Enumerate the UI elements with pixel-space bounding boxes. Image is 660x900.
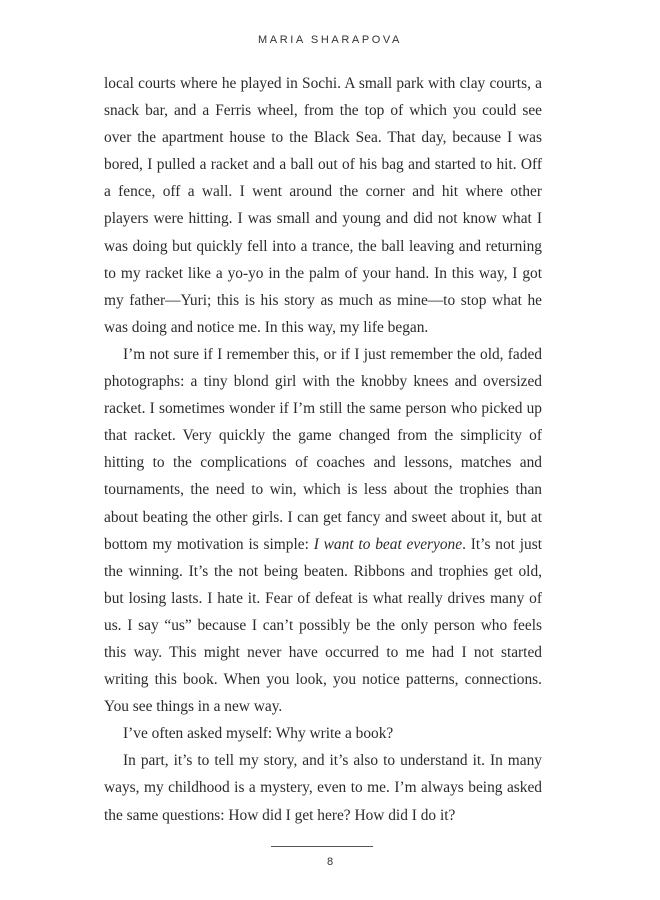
running-head: MARIA SHARAPOVA: [258, 34, 402, 46]
paragraph: I’ve often asked myself: Why write a book?: [123, 725, 394, 743]
paragraph-text: I’m not sure if I remember this, or if I just remember the old, faded photographs: a tiny blond girl with the knobby knees and oversized racket. I sometimes wonder if I’m still the same person who picked up that racket. Very quickly the game changed from the simplicity of hitting to the complications of coaches and lessons, matches and tournaments, the need to win, which is less about the trophies than about beating the other girls. I can get fancy and sweet about it, but at bottom my motivation is simple:: [104, 345, 542, 553]
italic-emphasis: I want to beat everyone: [313, 535, 463, 553]
paragraph-text: . It’s not just the winning. It’s the not being beaten. Ribbons and trophies get old, but losing lasts. I hate it. Fear of defeat is what really drives many of us. I say “us” because I can’t possibly be the only person who feels this way. This might never have occurred to me had I not started writing this book. When you look, you notice patterns, connections. You see things in a new way.: [104, 535, 542, 716]
paragraph: [104, 341, 542, 720]
body-text: [104, 70, 542, 829]
footer-rule: [271, 846, 373, 847]
paragraph: local courts where he played in Sochi. A small park with clay courts, a snack bar, and a Ferris wheel, from the top of which you could see over the apartment house to the Black Sea. That day, because I was bored, I pulled a racket and a ball out of his bag and started to hit. Off a fence, off a wall. I went around the corner and hit where other players were hitting. I was small and young and did not know what I was doing but quickly fell into a trance, the ball leaving and returning to my racket like a yo-yo in the palm of your hand. In this way, I got my father—Yuri; this is his story as much as mine—to stop what he was doing and notice me. In this way, my life began.: [104, 75, 542, 336]
paragraph: In part, it’s to tell my story, and it’s also to understand it. In many ways, my childhood is a mystery, even to me. I’m always being asked the same questions: How did I get here? How did I do it?: [104, 752, 542, 824]
page-number: 8: [326, 856, 334, 868]
